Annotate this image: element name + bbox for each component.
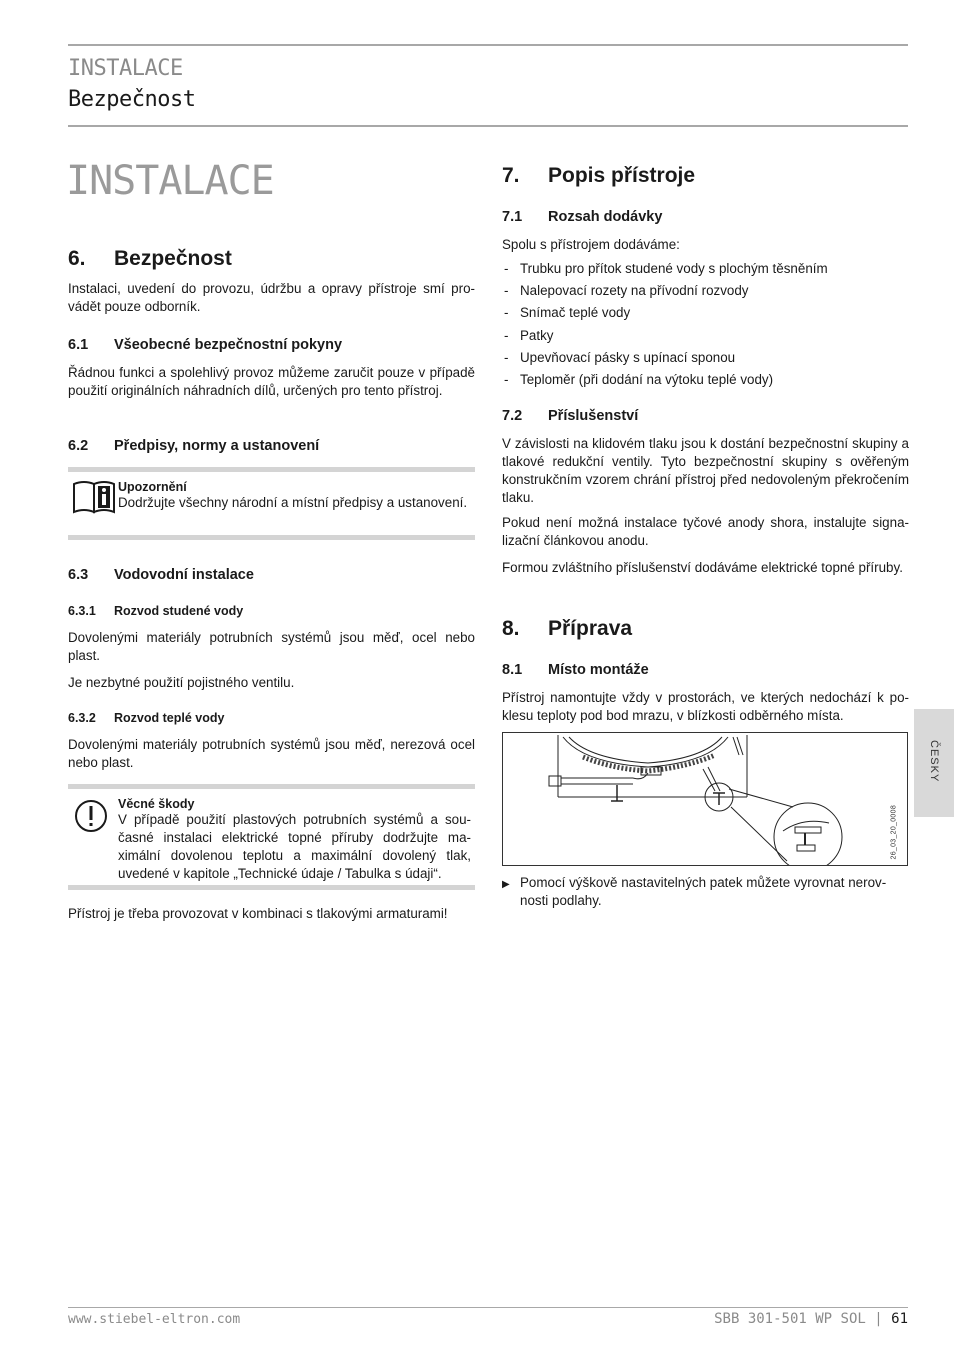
section-8-1-heading — [502, 660, 909, 680]
subsection-number: 7.2 — [502, 408, 523, 424]
subsection-number: 6.3 — [68, 567, 89, 583]
list-item: - Trubku pro přítok studené vody s plochým těsněním — [504, 261, 828, 276]
subsection-number: 6.1 — [68, 337, 89, 353]
subsubsection-number: 6.3.2 — [68, 711, 96, 725]
note-box-info — [68, 467, 475, 540]
subsection-number: 6.2 — [68, 438, 89, 454]
note-title: Upozornění — [118, 480, 187, 494]
book-info-icon — [72, 480, 116, 519]
section-title: Popis přístroje — [548, 164, 696, 187]
section-6-3-1-heading — [68, 602, 475, 620]
section-6-heading — [68, 246, 475, 272]
exclamation-icon — [74, 799, 108, 838]
footer-separator: | — [874, 1311, 883, 1327]
footer-right — [714, 1311, 908, 1327]
list-item: - Teploměr (při dodání na výtoku teplé vody) — [504, 372, 774, 388]
header-rule-bottom — [68, 125, 908, 127]
section-7-2-p1: V závislosti na klidovém tlaku jsou k dostání bezpečnostní skupiny a tlakové redukční ventily. Tyto bezpečnostní skupiny s ověřeným konstrukčním vzorem chrání přístroj před nedovoleným překročením tlaku. — [502, 436, 909, 505]
tank-foot-drawing — [503, 733, 907, 865]
note-title: Věcné škody — [118, 797, 195, 811]
language-tab — [914, 709, 954, 817]
arrow-right-icon: ▶ — [502, 879, 510, 890]
section-6-2-heading — [68, 436, 475, 456]
section-number: 7. — [502, 164, 520, 187]
section-title: Příprava — [548, 617, 633, 640]
subsection-number: 8.1 — [502, 662, 523, 678]
list-item: - Upevňovací pásky s upínací sponou — [504, 349, 736, 365]
header-rule-top — [68, 44, 908, 46]
footer-url: www.stiebel-eltron.com — [68, 1312, 241, 1327]
header-section: INSTALACE — [68, 56, 183, 81]
list-item: - Nalepovací rozety na přívodní rozvody — [504, 283, 749, 299]
section-6-1-text: Řádnou funkci a spolehlivý provoz můžeme zaručit pouze v případě použití originálních náhradních dílů, určených pro tento přístroj. — [68, 365, 475, 398]
subsection-title: Příslušenství — [548, 408, 639, 424]
section-6-3-heading — [68, 565, 475, 585]
section-7-2-heading — [502, 406, 909, 426]
subsubsection-title: Rozvod studené vody — [114, 604, 244, 618]
figure-code: 26_03_20_0008 — [890, 804, 898, 860]
footer-model: SBB 301-501 WP SOL — [714, 1311, 866, 1327]
section-6-intro: Instalaci, uvedení do provozu, údržbu a opravy přístroje smí provádět pouze odborník. — [68, 281, 475, 314]
step-instruction — [502, 874, 909, 910]
section-6-1-heading — [68, 335, 475, 355]
section-6-3-2-heading — [68, 709, 475, 727]
note-text: V případě použití plastových potrubních systémů a současné instalaci elektrické topné příruby dodržujte maximální dovolenou teplotu a maximální dovolený tlak, uvedené v kapitole „Technické údaje / Tabulka s údaji“. — [118, 812, 471, 881]
subsection-title: Místo montáže — [548, 662, 649, 678]
subsection-title: Všeobecné bezpečnostní pokyny — [114, 337, 343, 353]
list-item: - Patky — [504, 327, 554, 343]
section-7-1-lead: Spolu s přístrojem dodáváme: — [502, 237, 680, 252]
subsubsection-number: 6.3.1 — [68, 604, 96, 618]
page-title: INSTALACE — [66, 158, 274, 204]
section-7-2-p3: Formou zvláštního příslušenství dodáváme elektrické topné příruby. — [502, 560, 903, 575]
section-7-1-heading — [502, 207, 909, 227]
section-number: 8. — [502, 617, 520, 640]
section-7-2-p2: Pokud není možná instalace tyčové anody shora, instalujte signalizační článkovou anodu. — [502, 515, 909, 548]
section-title: Bezpečnost — [114, 247, 232, 270]
subsubsection-title: Rozvod teplé vody — [114, 711, 225, 725]
subsection-title: Předpisy, normy a ustanovení — [114, 438, 320, 454]
note-text: Dodržujte všechny národní a místní předpisy a ustanovení. — [118, 495, 468, 510]
language-tab-label: ČESKY — [928, 740, 940, 783]
section-8-heading — [502, 616, 909, 642]
section-6-3-2-text: Dovolenými materiály potrubních systémů jsou měď, nerezová ocel nebo plast. — [68, 737, 475, 770]
footer-rule — [68, 1307, 908, 1308]
subsection-number: 7.1 — [502, 209, 523, 225]
note-box-warning — [68, 784, 475, 890]
section-6-3-1-text1: Dovolenými materiály potrubních systémů jsou měď, ocel nebo plast. — [68, 630, 475, 663]
header-subsection: Bezpečnost — [68, 87, 196, 112]
section-8-1-text: Přístroj namontujte vždy v prostorách, ve kterých nedochází k poklesu teploty pod bod mrazu, v blízkosti odběrného místa. — [502, 690, 909, 723]
list-item: - Snímač teplé vody — [504, 305, 631, 321]
subsection-title: Vodovodní instalace — [114, 567, 254, 583]
section-6-closing: Přístroj je třeba provozovat v kombinaci s tlakovými armaturami! — [68, 906, 448, 921]
installation-figure — [502, 732, 908, 866]
section-7-heading — [502, 163, 909, 189]
delivery-list — [502, 258, 909, 391]
page-number: 61 — [891, 1311, 908, 1327]
subsection-title: Rozsah dodávky — [548, 209, 663, 225]
step-text: Pomocí výškově nastavitelných patek můžete vyrovnat nerovnosti podlahy. — [520, 875, 887, 908]
section-6-3-1-text2: Je nezbytné použití pojistného ventilu. — [68, 675, 295, 690]
section-number: 6. — [68, 247, 86, 270]
